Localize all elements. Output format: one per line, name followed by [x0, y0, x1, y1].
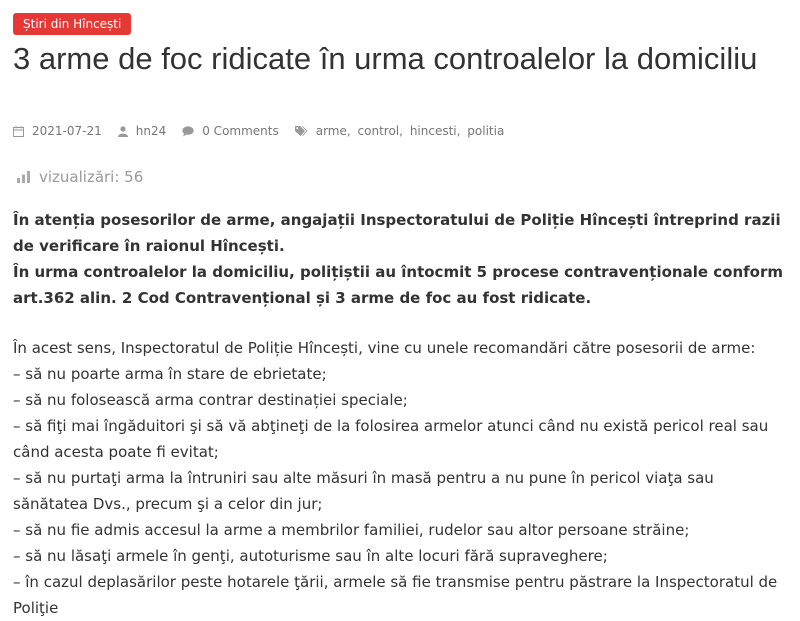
user-icon [118, 126, 128, 137]
article-body [13, 207, 785, 621]
recommendation-item: – în cazul deplasărilor peste hotarele ţării, armele să fie transmise pentru păstrare la Inspectoratul de Poliţie [13, 573, 778, 617]
tag-link[interactable]: politia [467, 124, 505, 138]
recommendation-item: – să nu lăsaţi armele în genţi, autoturisme sau în alte locuri fără supraveghere; [13, 547, 608, 565]
article-title: 3 arme de foc ridicate în urma controalelor la domiciliu [13, 41, 758, 76]
tags-item: arme , control , hincesti , politia [295, 124, 505, 138]
tag-link[interactable]: hincesti [409, 124, 457, 138]
intro-paragraph: În urma controalelor la domiciliu, polițiștii au întocmit 5 procese contravenționale conform art.362 alin. 2 Cod Contravențional și 3 arme de foc au fost ridicate. [13, 263, 783, 307]
tag-link[interactable]: control [357, 124, 400, 138]
calendar-icon [13, 126, 24, 137]
comment-icon [182, 126, 194, 137]
intro-paragraph: În atenția posesorilor de arme, angajații Inspectoratului de Poliție Hîncești întreprind razii de verificare în raionul Hîncești. [13, 211, 781, 255]
recommendation-item: – să nu poarte arma în stare de ebrietate; [13, 365, 327, 383]
views-counter [17, 168, 143, 186]
recommendation-item: – să nu purtaţi arma la întruniri sau alte măsuri în masă pentru a nu pune în pericol viaţa sau sănătatea Dvs., precum şi a celor din jur; [13, 469, 714, 513]
recommendation-item: – să nu folosească arma contrar destinației speciale; [13, 391, 408, 409]
lead-paragraph: În acest sens, Inspectoratul de Poliție Hîncești, vine cu unele recomandări către posesorii de arme: [13, 339, 756, 357]
bar-chart-icon [17, 171, 31, 183]
date-item [13, 124, 102, 138]
category-badge[interactable]: Știri din Hîncești [13, 13, 131, 35]
recommendation-item: – să nu fie admis accesul la arme a membrilor familiei, rudelor sau altor persoane străine; [13, 521, 690, 539]
article-meta [13, 124, 520, 138]
author-item [118, 124, 166, 138]
comments-link[interactable]: 0 Comments [202, 124, 279, 138]
post-date-link[interactable]: 2021-07-21 [32, 124, 102, 138]
recommendation-item: – să fiţi mai îngăduitori şi să vă abţineţi de la folosirea armelor atunci când nu există pericol real sau când acesta poate fi evitat; [13, 417, 769, 461]
views-text: vizualizări: 56 [39, 168, 144, 186]
author-link[interactable]: hn24 [135, 124, 167, 138]
tag-link[interactable]: arme [315, 124, 347, 138]
tags-icon [295, 126, 308, 137]
comments-item [182, 124, 279, 138]
